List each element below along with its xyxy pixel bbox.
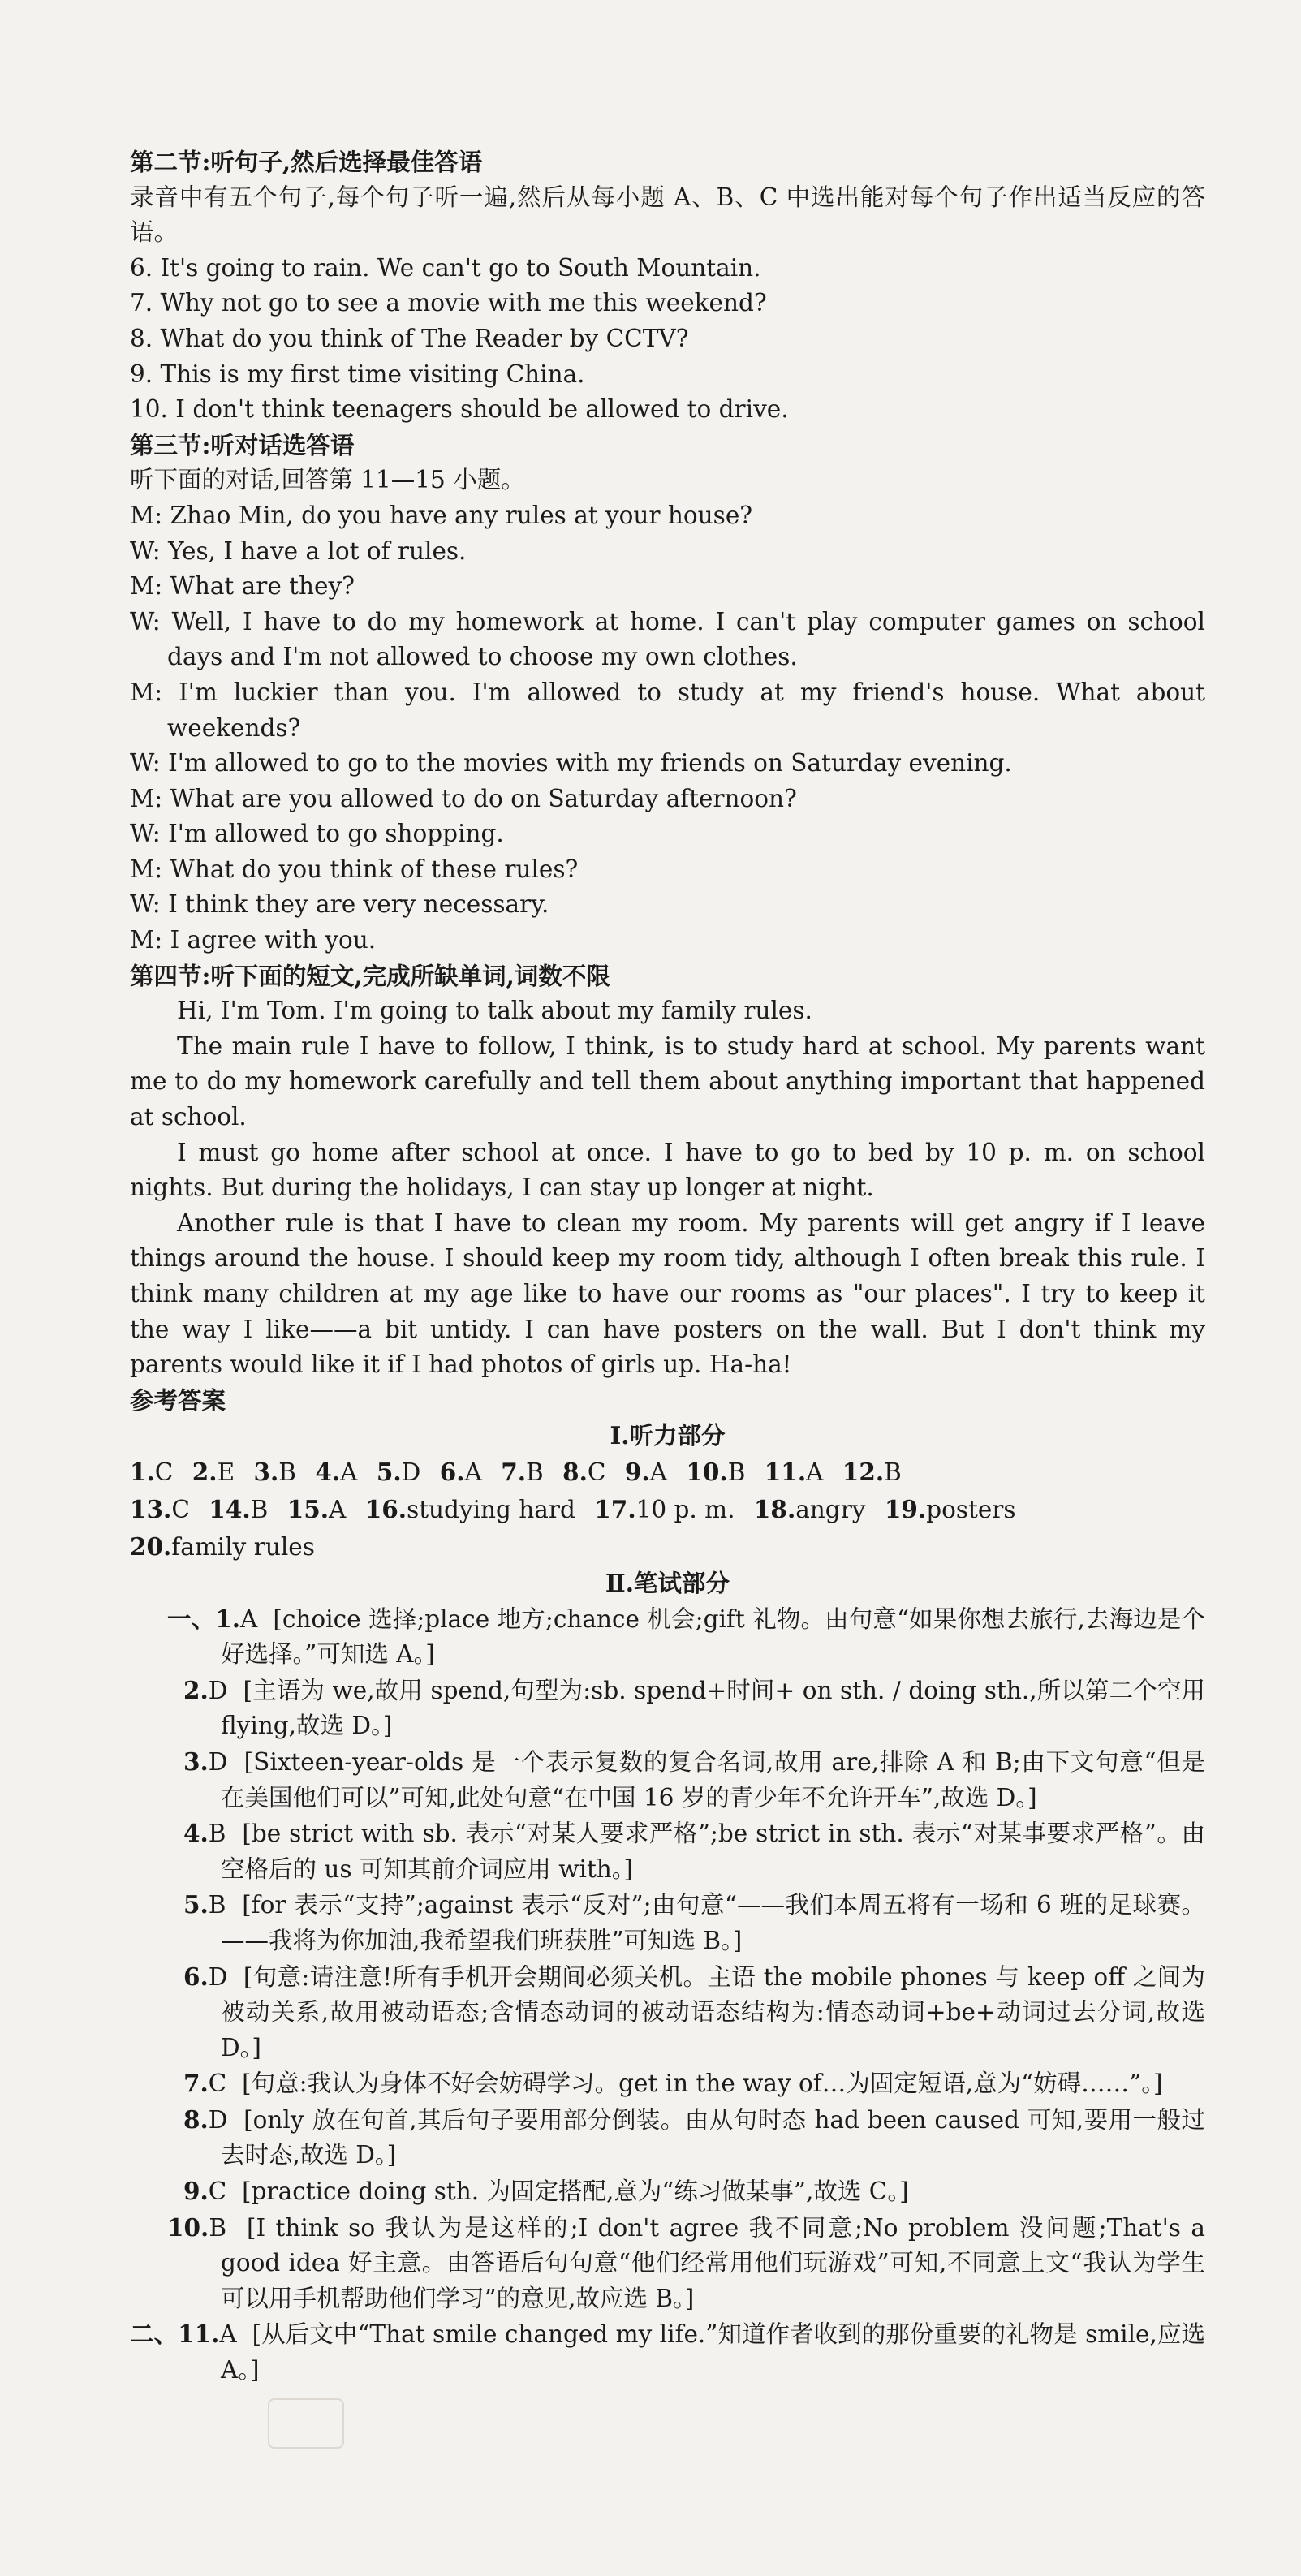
- watermark-stamp: [268, 2398, 344, 2449]
- document-content: [130, 144, 1205, 2389]
- answer-row: [130, 1491, 1205, 1528]
- explanation-item: 3.D [Sixteen-year-olds 是一个表示复数的复合名词,故用 are,排除 A 和 B;由下文句意“但是在美国他们可以”可知,此处句意“在中国 16 岁的青少年不允许开车”,故选 D。]: [183, 1747, 1205, 1811]
- dialogue-line: M: What do you think of these rules?: [130, 855, 579, 883]
- section3-intro: 听下面的对话,回答第 11—15 小题。: [130, 466, 525, 494]
- part1-title: Ⅰ.听力部分: [610, 1421, 726, 1450]
- answer-item: 12.B: [842, 1457, 902, 1486]
- section3-title: 第三节:听对话选答语: [130, 430, 355, 459]
- answer-item: 14.B: [209, 1494, 269, 1523]
- answer-item: 17.10 p. m.: [594, 1494, 735, 1523]
- explanation-item: 5.B [for 表示“支持”;against 表示“反对”;由句意“——我们本周五将有一场和 6 班的足球赛。——我将为你加油,我希望我们班获胜”可知选 B。]: [183, 1890, 1205, 1954]
- explanation-item: 一、1.A [choice 选择;place 地方;chance 机会;gift 礼物。由句意“如果你想去旅行,去海边是个好选择。”可知选 A。]: [167, 1604, 1206, 1669]
- part2-title: Ⅱ.笔试部分: [605, 1568, 730, 1597]
- sentence-8: 8. What do you think of The Reader by CCTV?: [130, 324, 689, 352]
- sentence-6: 6. It's going to rain. We can't go to South Mountain.: [130, 253, 761, 282]
- passage-paragraph: The main rule I have to follow, I think, is to study hard at school. My parents want me to do my homework carefully and tell them about anything important that happened at school.: [130, 1032, 1205, 1131]
- dialogue-line: M: What are you allowed to do on Saturday afternoon?: [130, 784, 797, 812]
- explanation-item: 7.C [句意:我认为身体不好会妨碍学习。get in the way of…为固定短语,意为“妨碍……”。]: [183, 2069, 1163, 2098]
- answer-item: 18.angry: [753, 1494, 866, 1523]
- sentence-10: 10. I don't think teenagers should be allowed to drive.: [130, 395, 789, 424]
- answer-key: [130, 1454, 1205, 1566]
- answer-item: 4.A: [315, 1457, 358, 1486]
- answer-item: 3.B: [253, 1457, 296, 1486]
- answer-item: 16.studying hard: [364, 1494, 575, 1523]
- answer-item: 9.A: [624, 1457, 667, 1486]
- answer-item: 11.A: [764, 1457, 824, 1486]
- dialogue-line: M: What are they?: [130, 572, 355, 601]
- dialogue-line: W: I'm allowed to go to the movies with my friends on Saturday evening.: [130, 749, 1012, 778]
- section2-title: 第二节:听句子,然后选择最佳答语: [130, 148, 483, 176]
- dialogue-line: M: Zhao Min, do you have any rules at your house?: [130, 501, 753, 529]
- explanation-item: 8.D [only 放在句首,其后句子要用部分倒装。由从句时态 had been caused 可知,要用一般过去时态,故选 D。]: [183, 2104, 1205, 2169]
- dialogue-line: M: I agree with you.: [130, 926, 377, 954]
- explanation-item: 6.D [句意:请注意!所有手机开会期间必须关机。主语 the mobile phones 与 keep off 之间为被动关系,故用被动语态;含情态动词的被动语态结构为:情态动词+be+动词过去分词,故选 D。]: [183, 1962, 1205, 2061]
- sentence-9: 9. This is my first time visiting China.: [130, 360, 585, 388]
- answer-item: 8.C: [562, 1457, 606, 1486]
- explanation-item: 9.C [practice doing sth. 为固定搭配,意为“练习做某事”,故选 C。]: [183, 2177, 909, 2206]
- answer-item: 19.posters: [884, 1494, 1016, 1523]
- answer-row: [130, 1454, 1205, 1491]
- answer-item: 15.A: [286, 1494, 347, 1523]
- answer-item: 10.B: [686, 1457, 746, 1486]
- sentence-7: 7. Why not go to see a movie with me this weekend?: [130, 289, 767, 317]
- explanation-item: 4.B [be strict with sb. 表示“对某人要求严格”;be strict in sth. 表示“对某事要求严格”。由空格后的 us 可知其前介词应用 with。]: [183, 1819, 1205, 1883]
- dialogue-line: W: I'm allowed to go shopping.: [130, 820, 504, 848]
- passage-paragraph: I must go home after school at once. I have to go to bed by 10 p. m. on school nights. But during the holidays, I can stay up longer at night.: [130, 1138, 1205, 1202]
- dialogue-line: W: I think they are very necessary.: [130, 890, 549, 919]
- section2-intro: 录音中有五个句子,每个句子听一遍,然后从每小题 A、B、C 中选出能对每个句子作出适当反应的答语。: [130, 183, 1205, 247]
- passage-paragraph: Another rule is that I have to clean my room. My parents will get angry if I leave things around the house. I should keep my room tidy, although I often break this rule. I think many children at my age like to have our rooms as "our places". I try to keep it the way I like——a bit untidy. I can have posters on the wall. But I don't think my parents would like it if I had photos of girls up. Ha-ha!: [130, 1208, 1205, 1379]
- answer-item: 7.B: [501, 1457, 544, 1486]
- explanation-item: 二、11.A [从后文中“That smile changed my life.”知道作者收到的那份重要的礼物是 smile,应选 A。]: [130, 2320, 1205, 2384]
- answer-item: 13.C: [130, 1494, 190, 1523]
- answer-row: [130, 1528, 1205, 1566]
- answers-title: 参考答案: [130, 1385, 226, 1415]
- answer-item: 6.A: [439, 1457, 482, 1486]
- answer-item: 2.E: [192, 1457, 235, 1486]
- answer-item: 20.family rules: [130, 1531, 315, 1561]
- passage-paragraph: Hi, I'm Tom. I'm going to talk about my family rules.: [177, 997, 812, 1025]
- dialogue-line: W: Yes, I have a lot of rules.: [130, 536, 467, 565]
- answer-item: 1.C: [130, 1457, 174, 1486]
- explanation-item: 10.B [I think so 我认为是这样的;I don't agree 我不同意;No problem 没问题;That's a good idea 好主意。由答语后句句意“他们经常用他们玩游戏”可知,不同意上文“我认为学生可以用手机帮助他们学习”的意见,故应选 B。]: [167, 2212, 1205, 2312]
- dialogue-line: M: I'm luckier than you. I'm allowed to study at my friend's house. What about weekends?: [130, 678, 1205, 742]
- answer-item: 5.D: [376, 1457, 421, 1486]
- section4-title: 第四节:听下面的短文,完成所缺单词,词数不限: [130, 961, 610, 990]
- explanation-item: 2.D [主语为 we,故用 spend,句型为:sb. spend+时间+ on sth. / doing sth.,所以第二个空用 flying,故选 D。]: [183, 1675, 1205, 1740]
- dialogue-line: W: Well, I have to do my homework at home. I can't play computer games on school days and I'm not allowed to choose my own clothes.: [130, 607, 1205, 671]
